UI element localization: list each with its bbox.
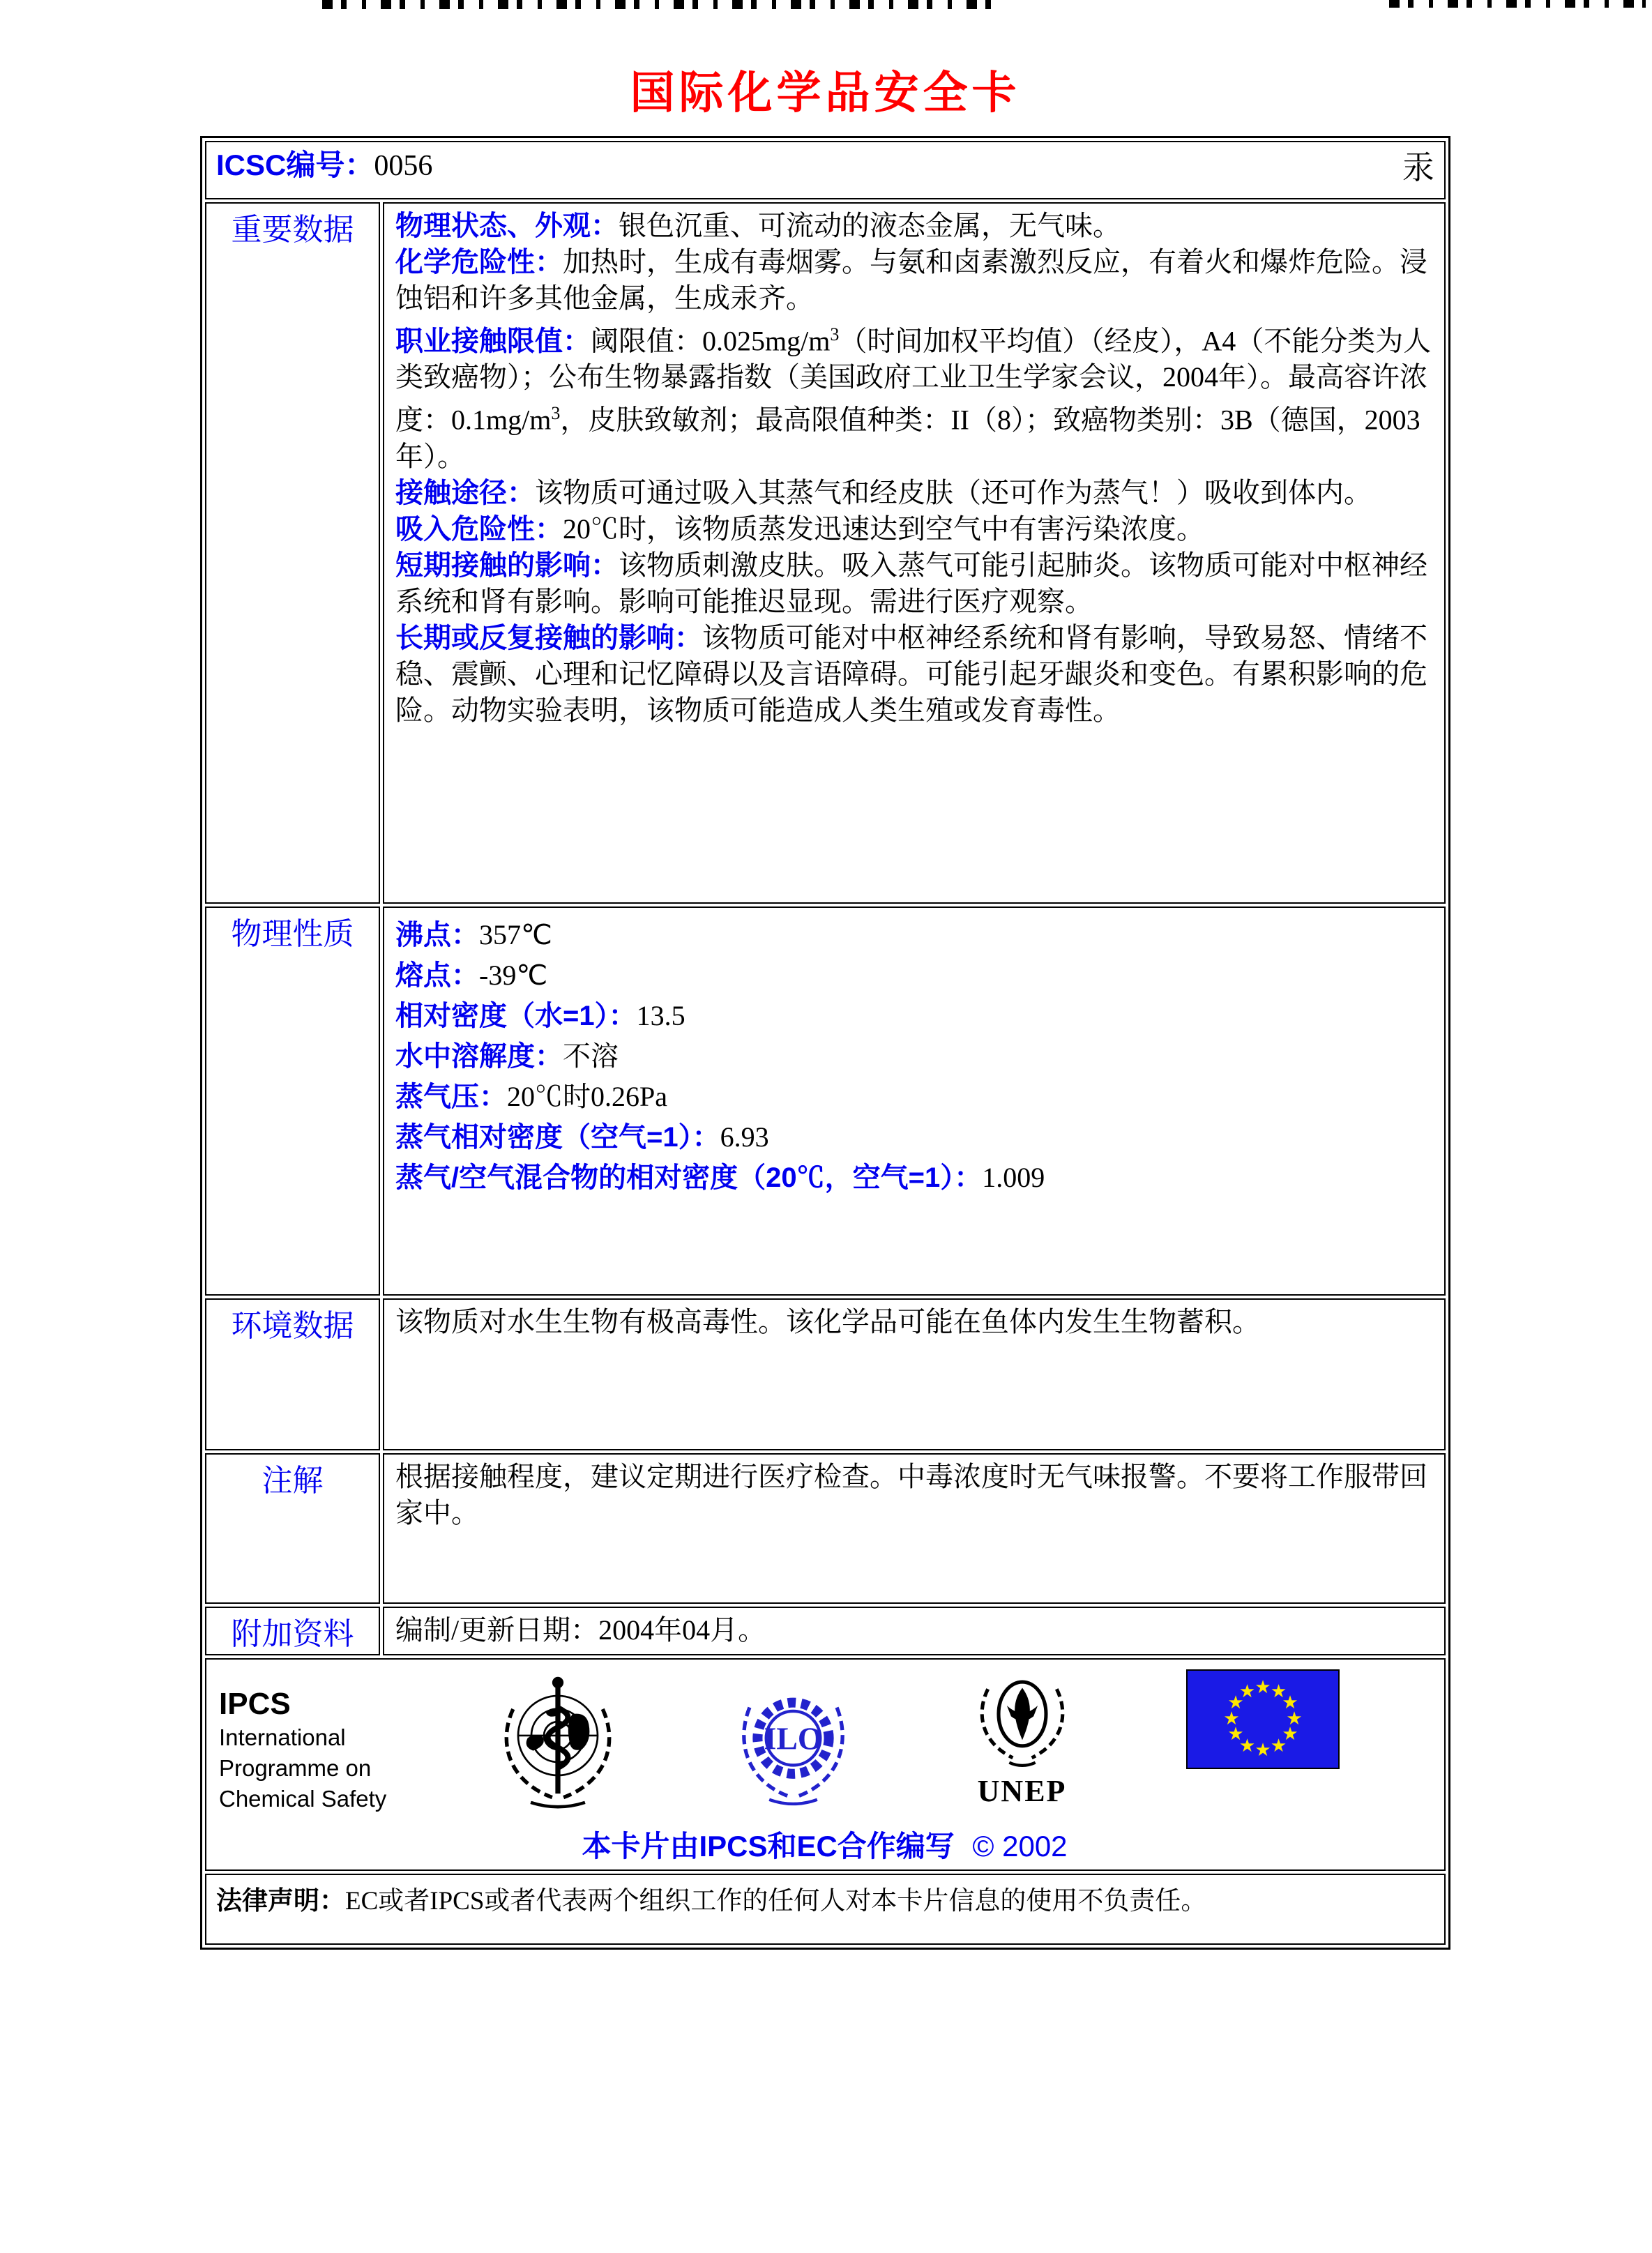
additional-info-row (205, 1607, 1446, 1655)
field-row: 水中溶解度：不溶 (395, 1040, 619, 1072)
unep-caption: UNEP (977, 1774, 1067, 1808)
field-label: 熔点： (395, 960, 479, 991)
credit-line (219, 1823, 1430, 1865)
icsc-number-value: 0056 (374, 150, 433, 182)
svg-text:★: ★ (1282, 1692, 1298, 1713)
icsc-number-label: ICSC编号： (216, 149, 374, 181)
field-row: 化学危险性：加热时，生成有毒烟雾。与氨和卤素激烈反应，有着火和爆炸危险。浸蚀铝和许多其他金属，生成汞齐。 (395, 246, 1427, 314)
environmental-data-content (383, 1298, 1446, 1450)
field-row: 蒸气/空气混合物的相对密度（20℃，空气=1）：1.009 (395, 1162, 1045, 1193)
field-label: 长期或反复接触的影响： (395, 622, 702, 653)
ilo-logo-icon (729, 1669, 858, 1818)
svg-text:★: ★ (1282, 1723, 1298, 1744)
svg-text:★: ★ (1270, 1681, 1287, 1701)
clipped-text-fragment-left (322, 0, 1002, 9)
field-label: 接触途径： (395, 477, 535, 508)
field-row: 该物质对水生生物有极高毒性。该化学品可能在鱼体内发生生物蓄积。 (395, 1306, 1260, 1337)
substance-name: 汞 (1402, 150, 1434, 185)
page-title: 国际化学品安全卡 (630, 68, 1021, 118)
section-label-physical-properties: 物理性质 (205, 906, 380, 1296)
field-row: 根据接触程度，建议定期进行医疗检查。中毒浓度时无气味报警。不要将工作服带回家中。 (395, 1461, 1427, 1528)
clipped-text-fragment-right (1389, 0, 1646, 8)
field-label: 水中溶解度： (395, 1041, 563, 1072)
field-label: 蒸气压： (395, 1082, 507, 1112)
ipcs-title: IPCS (219, 1687, 291, 1721)
ipcs-line-2: Programme on (219, 1755, 372, 1781)
section-label-environmental-data: 环境数据 (205, 1298, 380, 1450)
icsc-number-cell (205, 141, 1446, 199)
section-label-important-data: 重要数据 (205, 202, 380, 904)
field-row: 吸入危险性：20℃时，该物质蒸发迅速达到空气中有害污染浓度。 (395, 513, 1204, 545)
field-label: 相对密度（水=1）： (395, 1001, 637, 1031)
legal-row (205, 1874, 1446, 1945)
field-row: 短期接触的影响：该物质刺激皮肤。吸入蒸气可能引起肺炎。该物质可能对中枢神经系统和肾有影响。影响可能推迟显现。需进行医疗观察。 (395, 549, 1427, 617)
notes-row (205, 1453, 1446, 1604)
svg-text:★: ★ (1223, 1708, 1240, 1729)
credit-copyright: © 2002 (972, 1830, 1068, 1863)
svg-text:★: ★ (1286, 1708, 1303, 1729)
important-data-content (383, 202, 1446, 904)
field-label: 短期接触的影响： (395, 549, 619, 581)
field-label: 沸点： (395, 920, 479, 950)
legal-label: 法律声明： (216, 1886, 345, 1915)
field-label: 吸入危险性： (395, 513, 563, 545)
field-label: 物理状态、外观： (395, 211, 619, 241)
field-row: 编制/更新日期：2004年04月。 (395, 1614, 766, 1646)
svg-text:★: ★ (1270, 1735, 1287, 1756)
ipcs-line-3: Chemical Safety (219, 1786, 387, 1812)
logos-row (205, 1658, 1446, 1871)
environmental-data-row (205, 1298, 1446, 1450)
notes-content (383, 1453, 1446, 1604)
field-row: 职业接触限值：阈限值：$0.025mg/m^3$（时间加权平均值）（经皮），A4（不能分类为人类致癌物）；公布生物暴露指数（美国政府工业卫生学家会议，2004年）。最高容许浓度：$0.1mg/m^3$，皮肤致敏剂；最高限值种类：II（8）；致癌物类别：3B（德国，2003年）。 (395, 324, 1432, 472)
important-data-row (205, 202, 1446, 904)
field-label: 化学危险性： (395, 247, 563, 278)
field-row: 物理状态、外观：银色沉重、可流动的液态金属，无气味。 (395, 210, 1121, 241)
field-row: 蒸气压：20℃时0.26Pa (395, 1081, 667, 1112)
unep-logo-block (963, 1669, 1082, 1809)
svg-text:★: ★ (1227, 1723, 1244, 1744)
field-row: 相对密度（水=1）：13.5 (395, 1000, 685, 1031)
field-label: 蒸气/空气混合物的相对密度（20℃，空气=1）： (395, 1162, 983, 1193)
field-row: 沸点：357℃ (395, 919, 552, 950)
svg-text:★: ★ (1255, 1676, 1271, 1697)
logo-strip (219, 1669, 1430, 1818)
eu-flag-icon (1186, 1669, 1340, 1773)
svg-text:★: ★ (1238, 1735, 1256, 1756)
field-row: 蒸气相对密度（空气=1）：6.93 (395, 1121, 769, 1153)
svg-text:★: ★ (1238, 1681, 1256, 1701)
field-row: 长期或反复接触的影响：该物质可能对中枢神经系统和肾有影响，导致易怒、情绪不稳、震颤、心理和记忆障碍以及言语障碍。可能引起牙龈炎和变色。有累积影响的危险。动物实验表明，该物质可能造成人类生殖或发育毒性。 (395, 621, 1427, 726)
credit-text: 本卡片由IPCS和EC合作编写 (582, 1830, 955, 1863)
icsc-number-row (205, 141, 1446, 199)
icsc-card-table (200, 136, 1450, 1950)
logos-cell (205, 1658, 1446, 1871)
additional-info-content (383, 1607, 1446, 1655)
svg-text:ILO: ILO (764, 1720, 823, 1757)
section-label-notes: 注解 (205, 1453, 380, 1604)
ipcs-line-1: International (219, 1724, 346, 1750)
physical-properties-row (205, 906, 1446, 1296)
legal-cell (205, 1874, 1446, 1945)
legal-text: EC或者IPCS或者代表两个组织工作的任何人对本卡片信息的使用不负责任。 (345, 1887, 1207, 1916)
field-label: 职业接触限值： (395, 326, 591, 357)
physical-properties-content (383, 906, 1446, 1296)
field-row: 接触途径：该物质可通过吸入其蒸气和经皮肤（还可作为蒸气！）吸收到体内。 (395, 476, 1372, 508)
who-logo-icon (492, 1669, 624, 1818)
ipcs-text-block (219, 1669, 386, 1814)
field-label: 蒸气相对密度（空气=1）： (395, 1122, 720, 1153)
field-row: 熔点：-39℃ (395, 959, 548, 991)
section-label-additional-info: 附加资料 (205, 1607, 380, 1655)
svg-text:★: ★ (1255, 1739, 1271, 1760)
svg-text:★: ★ (1227, 1692, 1244, 1713)
